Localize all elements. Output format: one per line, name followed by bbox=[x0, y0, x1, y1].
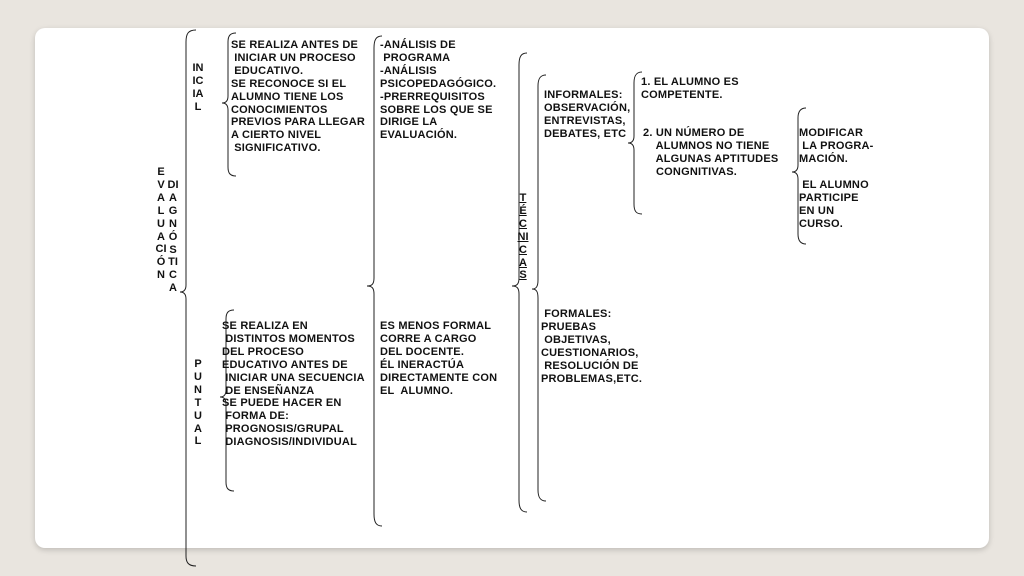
accion-modificar-programacion: MODIFICAR LA PROGRA- MACIÓN. bbox=[799, 127, 874, 165]
accion-curso: EL ALUMNO PARTICIPE EN UN CURSO. bbox=[799, 179, 869, 230]
tecnicas-informales: INFORMALES: OBSERVACIÓN, ENTREVISTAS, DEBATES, ETC bbox=[544, 89, 631, 140]
resultado-competente: 1. EL ALUMNO ES COMPETENTE. bbox=[641, 76, 739, 101]
tecnicas-formales: FORMALES: PRUEBAS OBJETIVAS, CUESTIONARIOS, RESOLUCIÓN DE PROBLEMAS,ETC. bbox=[541, 308, 643, 385]
inicial-description: SE REALIZA ANTES DE INICIAR UN PROCESO EDUCATIVO. SE RECONOCE SI EL ALUMNO TIENE LOS CONOCIMIENTOS PREVIOS PARA LLEGAR A CIERTO NIVEL SIGNIFICATIVO. bbox=[231, 39, 365, 155]
puntual-label: PUNTUAL bbox=[194, 358, 202, 448]
inicial-components: -ANÁLISIS DE PROGRAMA -ANÁLISIS PSICOPEDAGÓGICO. -PRERREQUISITOS SOBRE LOS QUE SE DIRIGE LA EVALUACIÓN. bbox=[380, 39, 497, 142]
puntual-description: SE REALIZA EN DISTINTOS MOMENTOS DEL PROCESO EDUCATIVO ANTES DE INICIAR UNA SECUENCIA DE ENSEÑANZA SE PUEDE HACER EN FORMA DE: PROGNOSIS/GRUPAL DIAGNOSIS/INDIVIDUAL bbox=[222, 320, 365, 449]
puntual-details: ES MENOS FORMAL CORRE A CARGO DEL DOCENTE. ÉL INERACTÚA DIRECTAMENTE CON EL ALUMNO. bbox=[380, 320, 498, 397]
diagnostica-label: DIAGNÓSTICA bbox=[167, 179, 179, 295]
inicial-label: INICIAL bbox=[192, 62, 204, 113]
evaluacion-label: EVALUACIÓN bbox=[155, 166, 167, 282]
resultado-no-aptitudes: 2. UN NÚMERO DE ALUMNOS NO TIENE ALGUNAS APTITUDES CONGNITIVAS. bbox=[643, 127, 779, 178]
tecnicas-label: TÉCNICAS bbox=[517, 192, 529, 282]
